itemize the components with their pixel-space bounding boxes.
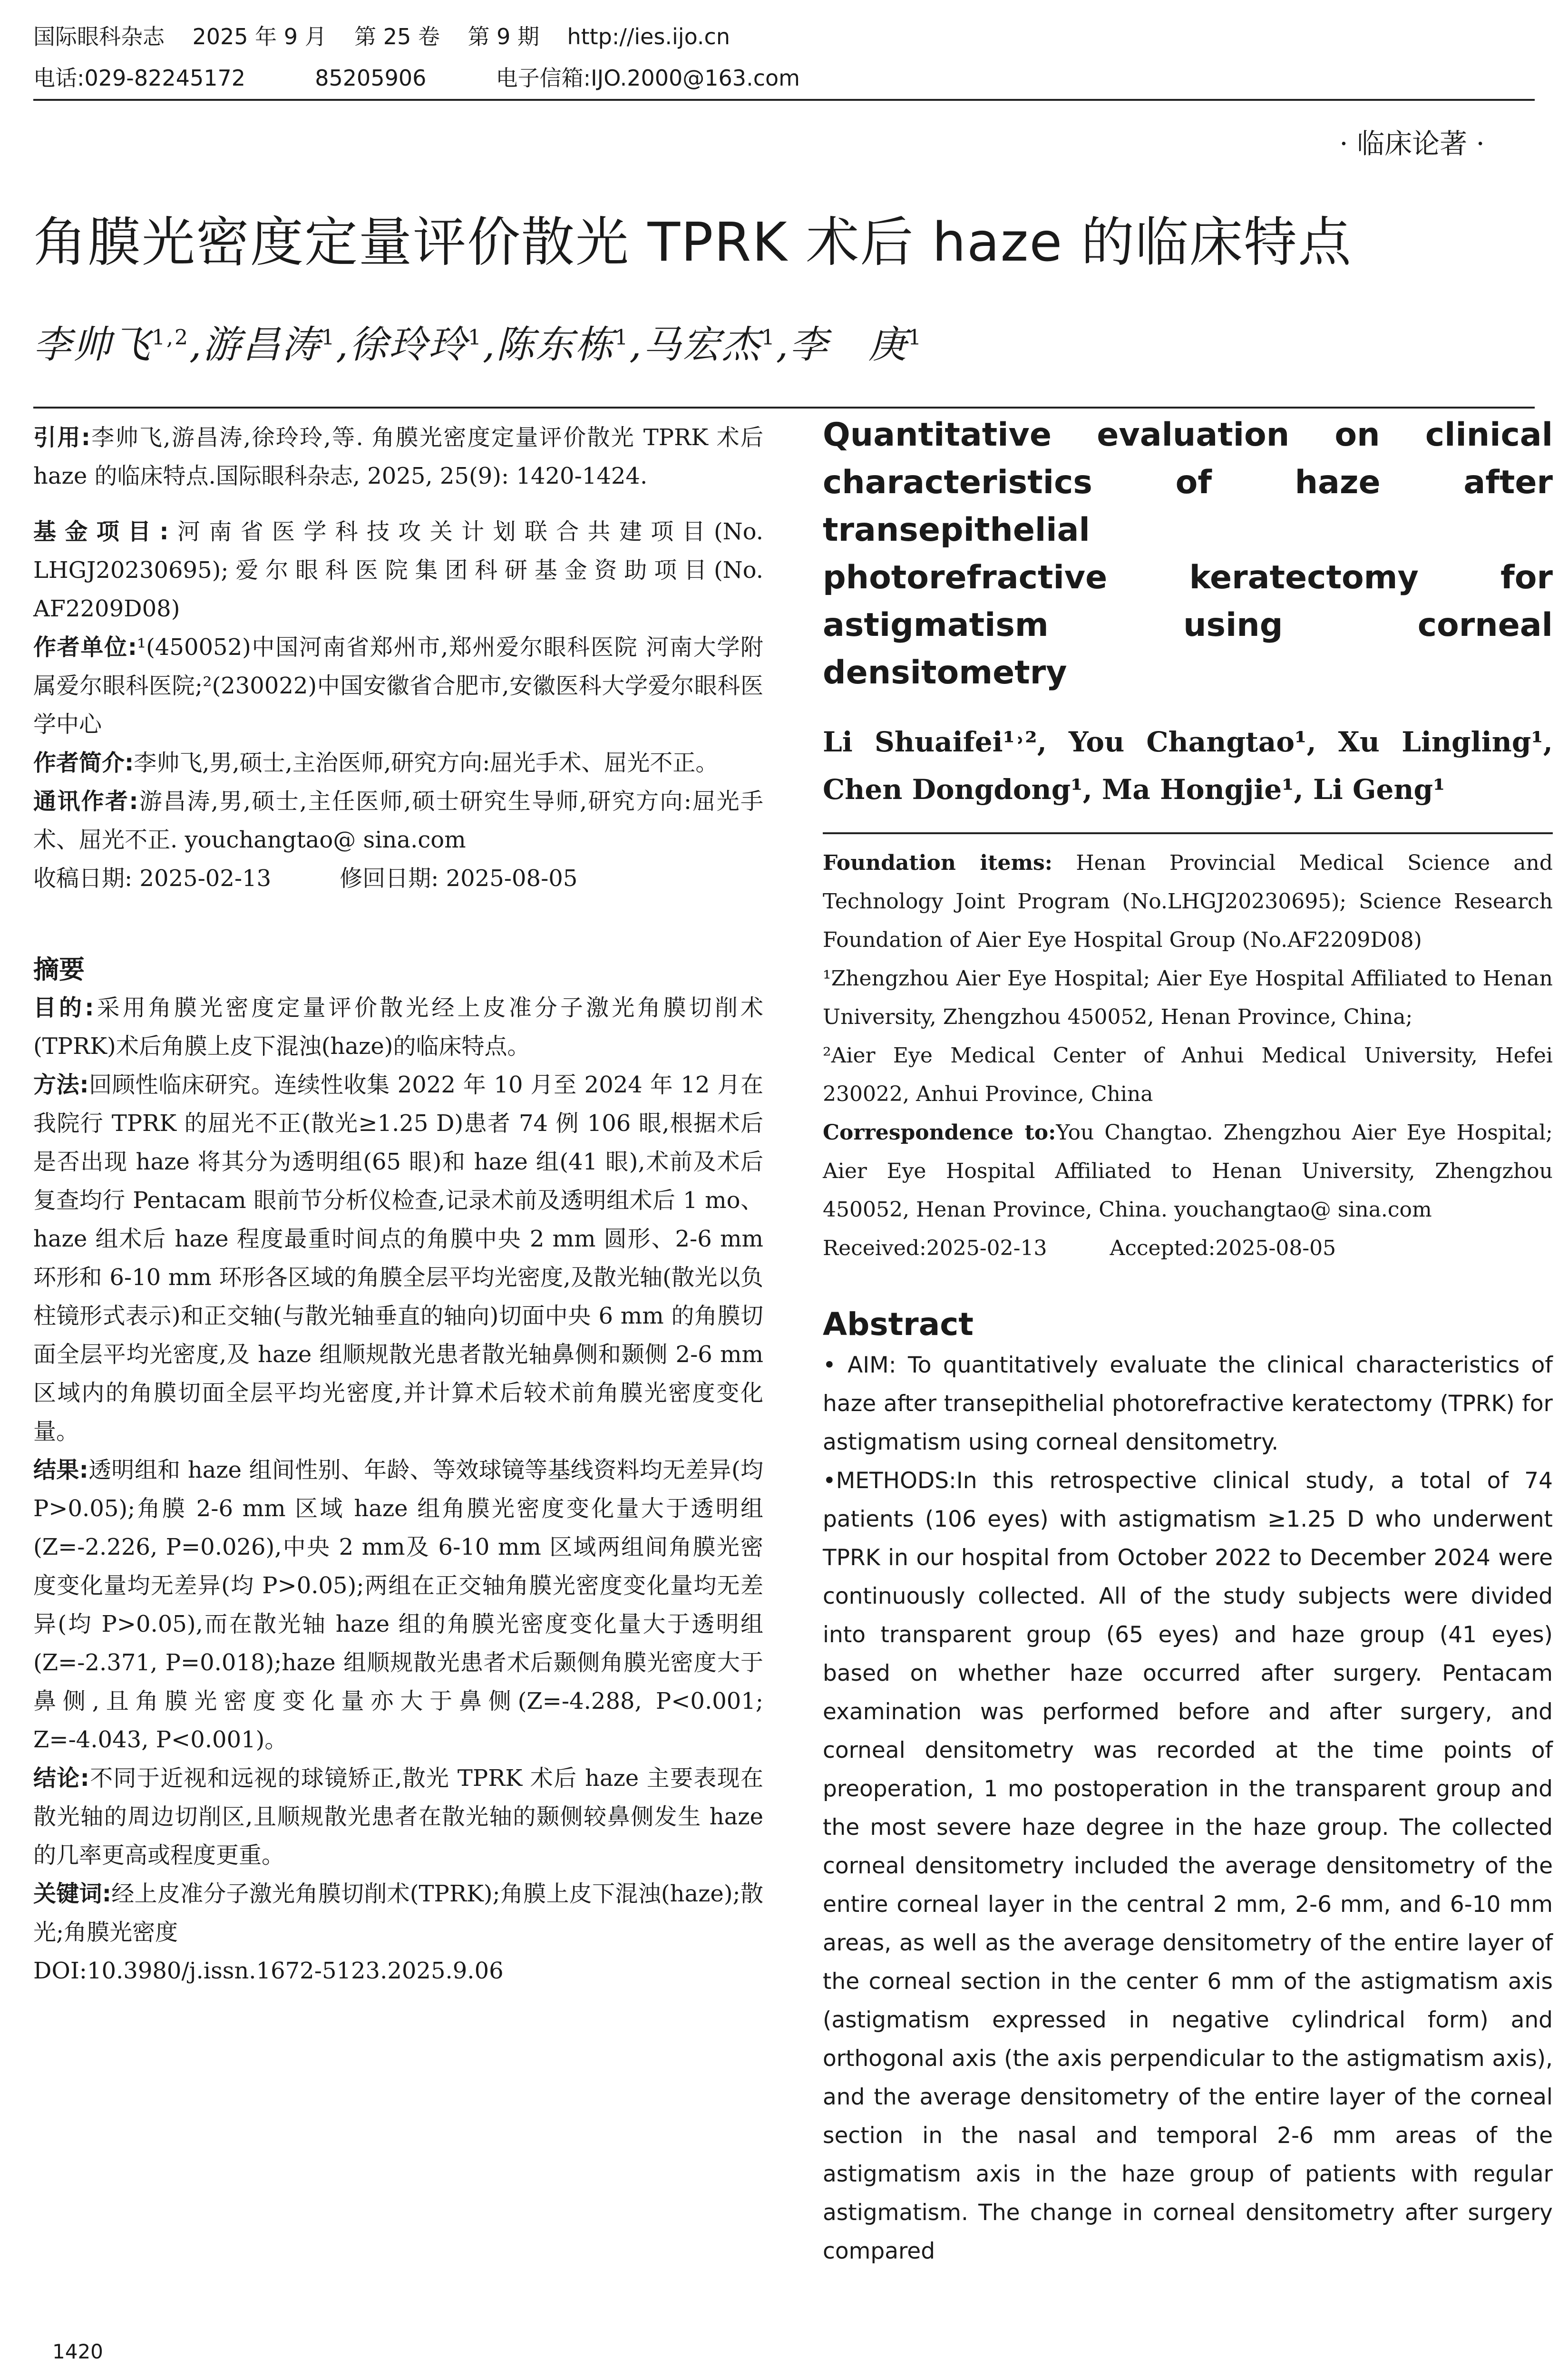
abstract-title-en: Abstract (823, 1306, 974, 1343)
fund-en-text: Henan Provincial Medical Science and Technology Joint Program (No.LHGJ20230695); Science Research Foundation of Aier Eye Hospital Group (No.AF2209D08) (823, 851, 1553, 952)
doi: DOI:10.3980/j.issn.1672-5123.2025.9.06 (33, 1958, 504, 1984)
fund-cn-label: 基金项目: (33, 518, 169, 545)
authors-en: Li Shuaifei¹˒², You Changtao¹, Xu Lingling¹, Chen Dongdong¹, Ma Hongjie¹, Li Geng¹ (823, 726, 1553, 806)
corr-en-text: You Changtao. Zhengzhou Aier Eye Hospital; Aier Eye Hospital Affiliated to Henan University, Zhengzhou 450052, Henan Province, China. youchangtao@ sina.com (823, 1120, 1553, 1222)
left-column (33, 419, 763, 1990)
article-title-en (823, 411, 1553, 697)
corr-cn-label: 通讯作者: (33, 788, 138, 815)
keywords-cn-text: 经上皮准分子激光角膜切削术(TPRK);角膜上皮下混浊(haze);散光;角膜光密度 (33, 1880, 763, 1946)
author-name: 陈东栋 (496, 322, 615, 367)
affil-en-1: ¹Zhengzhou Aier Eye Hospital; Aier Eye Hospital Affiliated to Henan University, Zhengzhou 450052, Henan Province, China; (823, 966, 1553, 1029)
keywords-cn (33, 1875, 763, 1952)
bio-cn-text: 李帅飞,男,硕士,主治医师,研究方向:屈光手术、屈光不正。 (134, 750, 719, 776)
fund-en (823, 844, 1553, 959)
author-name: 游昌涛 (203, 322, 321, 367)
en-title-line: characteristics of haze after transepithelial (823, 464, 1553, 549)
methods-cn-text: 回顾性临床研究。连续性收集 2022 年 10 月至 2024 年 12 月在我院行 TPRK 的屈光不正(散光≥1.25 D)患者 74 例 106 眼,根据术后是否出现 haze 将其分为透明组(65 眼)和 haze 组(41 眼),术前及术后复查均行 Pentacam 眼前节分析仪检查,记录术前及透明组术后 1 mo、haze 组术后 haze 程度最重时间点的角膜中央 2 mm 圆形、2-6 mm 环形和 6-10 mm 环形各区域的角膜全层平均光密度,及散光轴(散光以负柱镜形式表示)和正交轴(与散光轴垂直的轴向)切面中央 6 mm 的角膜切面全层平均光密度,及 haze 组顺规散光患者散光轴鼻侧和颞侧 2-6 mm 区域内的角膜切面全层平均光密度,并计算术后较术前角膜光密度变化量。 (33, 1072, 763, 1445)
abstract-en (823, 1346, 1553, 2270)
page-number: 1420 (52, 2340, 103, 2363)
author-affil-sup: 1 (761, 325, 776, 350)
author-name: 徐玲玲 (349, 322, 468, 367)
bio-cn-label: 作者简介: (33, 750, 134, 776)
citation-label: 引用: (33, 424, 90, 451)
dates-cn (33, 859, 763, 898)
author-affil-sup: 1,2 (152, 325, 189, 350)
results-cn (33, 1451, 763, 1759)
aim-en (823, 1346, 1553, 1461)
section-tag: · 临床论著 · (1339, 127, 1485, 160)
author-name: 李帅飞 (33, 322, 152, 367)
corr-en (823, 1113, 1553, 1229)
keywords-cn-label: 关键词: (33, 1880, 112, 1907)
author-name: 马宏杰 (643, 322, 761, 367)
article-title: 角膜光密度定量评价散光 TPRK 术后 haze 的临床特点 (33, 212, 1352, 273)
bio-cn (33, 744, 763, 782)
methods-cn (33, 1066, 763, 1451)
corr-cn (33, 782, 763, 859)
title-divider (33, 407, 1535, 409)
fund-cn (33, 513, 763, 628)
authors-cn: 李帅飞$^{1,2}$,游昌涛$^1$,徐玲玲$^1$,陈东栋$^1$,马宏杰$^1$,李 庚$^1$ (33, 322, 923, 367)
methods-en-text: In this retrospective clinical study, a total of 74 patients (106 eyes) with astigmatism ≥1.25 D who underwent TPRK in our hospital from October 2022 to December 2024 were continuously collected. All of the study subjects were divided into transparent group (65 eyes) and haze group (41 eyes) based on whether haze occurred after surgery. Pentacam examination was performed before and after surgery, and corneal densitometry was recorded at the time points of preoperation, 1 mo postoperation in the transparent group and the most severe haze degree in the haze group. The collected corneal densitometry included the average densitometry of the entire corneal layer in the central 2 mm, 2-6 mm, and 6-10 mm areas, as well as the average densitometry of the entire layer of the corneal section in the center 6 mm of the astigmatism axis (astigmatism expressed in negative cylindrical form) and orthogonal axis (the axis perpendicular to the astigmatism axis), and the average densitometry of the entire layer of the corneal section in the nasal and temporal 2-6 mm areas of the astigmatism axis in the haze group of patients with regular astigmatism. The change in corneal densitometry after surgery compared (823, 1468, 1553, 2264)
abstract-title-cn: 摘要 (33, 955, 85, 984)
journal-header-line2: 电话:029-82245172 85205906 电子信箱:IJO.2000@163.com (33, 65, 800, 91)
methods-en-label: •METHODS: (823, 1468, 956, 1494)
corr-cn-text: 游昌涛,男,硕士,主任医师,硕士研究生导师,研究方向:屈光手术、屈光不正. youchangtao@ sina.com (33, 788, 763, 853)
en-authors-divider (823, 832, 1553, 834)
corr-en-label: Correspondence to: (823, 1120, 1056, 1145)
aim-cn-text: 采用角膜光密度定量评价散光经上皮准分子激光角膜切削术(TPRK)术后角膜上皮下混浊(haze)的临床特点。 (33, 994, 763, 1060)
en-title-line: Quantitative evaluation on clinical (823, 416, 1553, 454)
en-title-line: photorefractive keratectomy for (823, 559, 1553, 596)
right-column (823, 411, 1553, 2270)
results-cn-text: 透明组和 haze 组间性别、年龄、等效球镜等基线资料均无差异(均 P>0.05);角膜 2-6 mm 区域 haze 组角膜光密度变化量大于透明组(Z=-2.226, P=0.026),中央 2 mm及 6-10 mm 区域两组间角膜光密度变化量均无差异(均 P>0.05);两组在正交轴角膜光密度变化量均无差异(均 P>0.05),而在散光轴 haze 组的角膜光密度变化量大于透明组(Z=-2.371, P=0.018);haze 组顺规散光患者术后颞侧角膜光密度大于鼻侧,且角膜光密度变化量亦大于鼻侧(Z=-4.288, P<0.001; Z=-4.043, P<0.001)。 (33, 1457, 763, 1753)
aim-en-label: • AIM: (823, 1352, 896, 1378)
en-info-block (823, 844, 1553, 1267)
conclusion-cn (33, 1759, 763, 1875)
received-en: Received:2025-02-13 (823, 1236, 1047, 1260)
affil-cn-text: ¹(450052)中国河南省郑州市,郑州爱尔眼科医院 河南大学附属爱尔眼科医院;²(230022)中国安徽省合肥市,安徽医科大学爱尔眼科医学中心 (33, 634, 763, 738)
journal-header-line1: 国际眼科杂志 2025 年 9 月 第 25 卷 第 9 期 http://ies.ijo.cn (33, 24, 730, 49)
aim-cn (33, 989, 763, 1066)
en-title-line: astigmatism using corneal densitometry (823, 606, 1553, 692)
author-affil-sup: 1 (908, 325, 923, 350)
author-affil-sup: 1 (614, 325, 630, 350)
fund-en-label: Foundation items: (823, 851, 1053, 875)
affil-cn (33, 628, 763, 744)
conclusion-cn-label: 结论: (33, 1765, 89, 1792)
author-name: 李 庚 (789, 322, 908, 367)
results-cn-label: 结果: (33, 1457, 88, 1483)
accepted-en: Accepted:2025-08-05 (1110, 1236, 1336, 1260)
aim-cn-label: 目的: (33, 994, 94, 1021)
methods-en (823, 1461, 1553, 2270)
affil-en-2: ²Aier Eye Medical Center of Anhui Medical University, Hefei 230022, Anhui Province, China (823, 1043, 1553, 1106)
revised-cn: 修回日期: 2025-08-05 (340, 865, 578, 892)
received-cn: 收稿日期: 2025-02-13 (33, 865, 272, 892)
affil-cn-label: 作者单位: (33, 634, 137, 661)
methods-cn-label: 方法: (33, 1072, 89, 1098)
citation-text: 李帅飞,游昌涛,徐玲玲,等. 角膜光密度定量评价散光 TPRK 术后 haze 的临床特点.国际眼科杂志, 2025, 25(9): 1420-1424. (33, 424, 763, 489)
dates-en (823, 1229, 1553, 1267)
conclusion-cn-text: 不同于近视和远视的球镜矫正,散光 TPRK 术后 haze 主要表现在散光轴的周边切削区,且顺规散光患者在散光轴的颞侧较鼻侧发生 haze 的几率更高或程度更重。 (33, 1765, 763, 1869)
aim-en-text: To quantitatively evaluate the clinical characteristics of haze after transepithelial photorefractive keratectomy (TPRK) for astigmatism using corneal densitometry. (823, 1352, 1553, 1455)
author-affil-sup: 1 (467, 325, 483, 350)
fund-cn-text: 河南省医学科技攻关计划联合共建项目(No. LHGJ20230695);爱尔眼科医院集团科研基金资助项目(No. AF2209D08) (33, 518, 763, 622)
author-affil-sup: 1 (321, 325, 336, 350)
header-divider (33, 99, 1535, 101)
citation (33, 419, 763, 496)
